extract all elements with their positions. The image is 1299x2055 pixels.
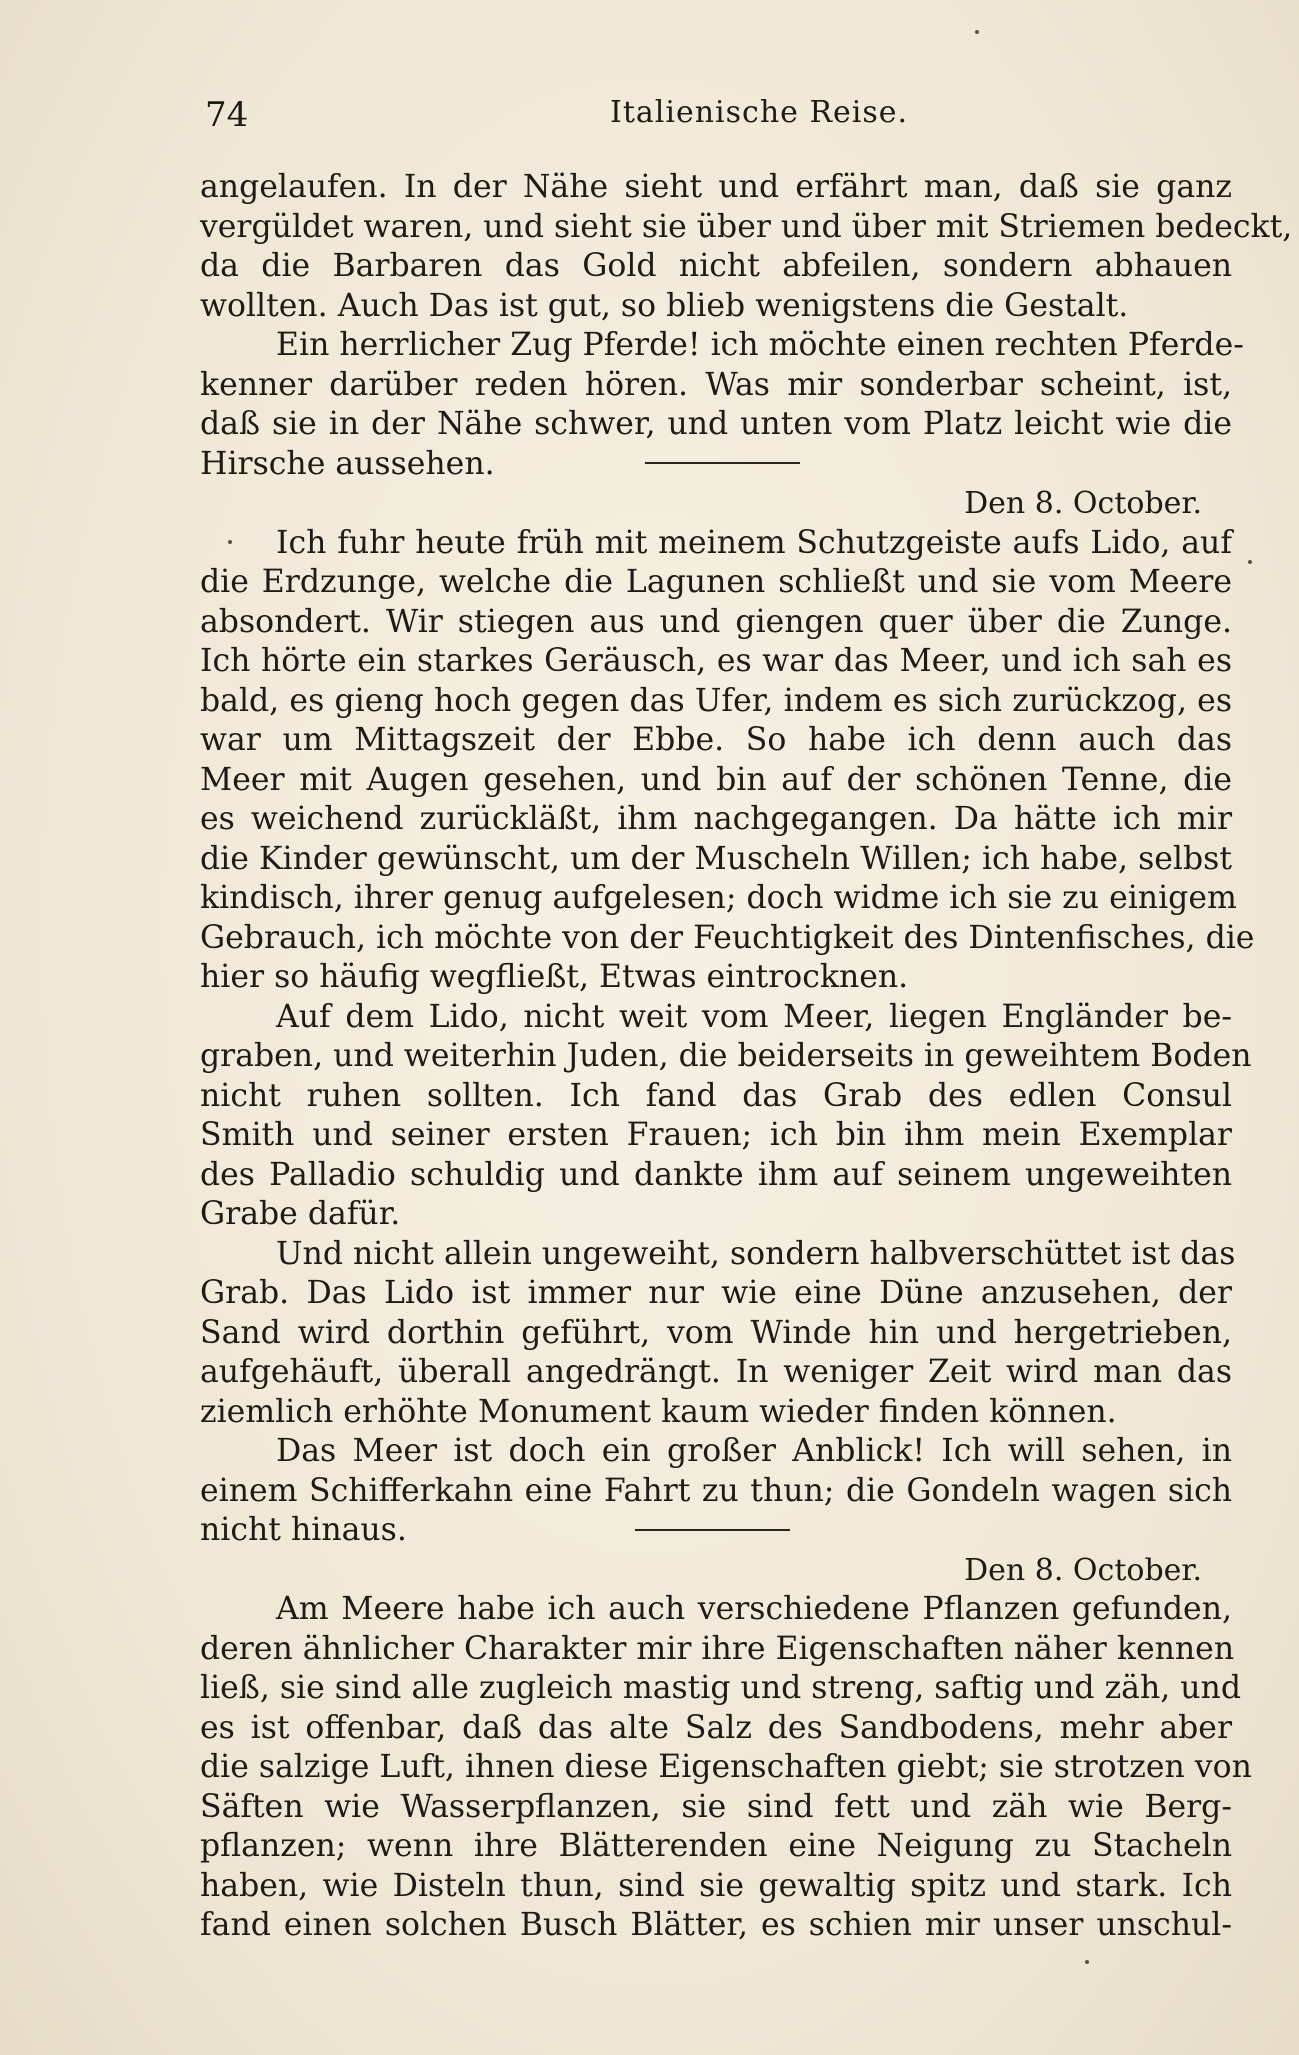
text-line: hier so häufig wegfließt, Etwas eintrocknen. xyxy=(200,959,909,995)
text-line: absondert. Wir stiegen aus und giengen quer über die Zunge. xyxy=(200,603,1232,640)
text-line: Grabe dafür. xyxy=(200,1196,401,1232)
text-line: die Kinder gewünscht, um der Muscheln Willen; ich habe, selbst xyxy=(200,840,1232,877)
text-line: Gebrauch, ich möchte von der Feuchtigkeit des Dintenfisches, die xyxy=(200,919,1255,956)
text-line: des Palladio schuldig und dankte ihm auf seinem ungeweihten xyxy=(200,1156,1232,1193)
text-line: ziemlich erhöhte Monument kaum wieder finden können. xyxy=(200,1393,1117,1430)
text-line: Säften wie Wasserpflanzen, sie sind fett und zäh wie Berg- xyxy=(200,1788,1232,1825)
text-line: war um Mittagszeit der Ebbe. So habe ich denn auch das xyxy=(200,722,1232,758)
text-line: pflanzen; wenn ihre Blätterenden eine Neigung zu Stacheln xyxy=(200,1828,1232,1864)
text-line: nicht hinaus. xyxy=(200,1512,407,1548)
body-text xyxy=(200,168,1293,1946)
text-line: deren ähnlicher Charakter mir ihre Eigenschaften näher kennen xyxy=(200,1630,1235,1667)
section-rule xyxy=(635,1529,790,1531)
text-line: angelaufen. In der Nähe sieht und erfährt man, daß sie ganz xyxy=(200,169,1232,205)
text-line: Sand wird dorthin geführt, vom Winde hin und hergetrieben, xyxy=(200,1314,1232,1351)
text-line: Smith und seiner ersten Frauen; ich bin ihm mein Exemplar xyxy=(200,1117,1232,1153)
text-line: Grab. Das Lido ist immer nur wie eine Düne anzusehen, der xyxy=(200,1275,1232,1311)
dateline: Den 8. October. xyxy=(964,1552,1202,1588)
text-line: daß sie in der Nähe schwer, und unten vom Platz leicht wie die xyxy=(200,406,1232,442)
text-line: einem Schifferkahn eine Fahrt zu thun; die Gondeln wagen sich xyxy=(200,1472,1232,1509)
text-line: bald, es gieng hoch gegen das Ufer, indem es sich zurückzog, es xyxy=(200,682,1232,719)
text-line: graben, und weiterhin Juden, die beiderseits in geweihtem Boden xyxy=(200,1038,1252,1074)
text-line: Hirsche aussehen. xyxy=(200,445,495,482)
text-line: es weichend zurückläßt, ihm nachgegangen. Da hätte ich mir xyxy=(200,801,1232,837)
text-line: fand einen solchen Busch Blätter, es schien mir unser unschul- xyxy=(200,1907,1232,1943)
text-line: haben, wie Disteln thun, sind sie gewaltig spitz und stark. Ich xyxy=(200,1867,1232,1904)
text-line: Ein herrlicher Zug Pferde! ich möchte einen rechten Pferde- xyxy=(276,327,1244,363)
text-line: Ich hörte ein starkes Geräusch, es war das Meer, und ich sah es xyxy=(200,643,1232,679)
text-line: es ist offenbar, daß das alte Salz des Sandbodens, mehr aber xyxy=(200,1709,1232,1746)
text-line: vergüldet waren, und sieht sie über und über mit Striemen bedeckt, xyxy=(200,208,1293,245)
section-rule xyxy=(645,462,800,464)
paper-speck xyxy=(1248,560,1252,564)
text-line: Meer mit Augen gesehen, und bin auf der schönen Tenne, die xyxy=(200,761,1232,798)
text-line: ließ, sie sind alle zugleich mastig und streng, saftig und zäh, und xyxy=(200,1670,1241,1706)
text-line: wollten. Auch Das ist gut, so blieb wenigstens die Gestalt. xyxy=(200,287,1129,324)
paper-speck xyxy=(975,30,979,34)
page-header xyxy=(205,95,1235,145)
running-head: Italienische Reise. xyxy=(610,95,909,130)
text-line: die Erdzunge, welche die Lagunen schließt und sie vom Meere xyxy=(200,564,1232,600)
text-line: nicht ruhen sollten. Ich fand das Grab des edlen Consul xyxy=(200,1077,1232,1114)
text-line: aufgehäuft, überall angedrängt. In weniger Zeit wird man das xyxy=(200,1354,1232,1390)
text-line: kenner darüber reden hören. Was mir sonderbar scheint, ist, xyxy=(200,366,1232,403)
text-line: Am Meere habe ich auch verschiedene Pflanzen gefunden, xyxy=(276,1591,1232,1627)
text-line: kindisch, ihrer genug aufgelesen; doch widme ich sie zu einigem xyxy=(200,880,1237,916)
page-number: 74 xyxy=(205,95,249,135)
paper-speck xyxy=(228,540,232,544)
text-line: Ich fuhr heute früh mit meinem Schutzgeiste aufs Lido, auf xyxy=(276,524,1232,561)
text-line: die salzige Luft, ihnen diese Eigenschaften giebt; sie strotzen von xyxy=(200,1749,1252,1785)
text-line: Das Meer ist doch ein großer Anblick! Ich will sehen, in xyxy=(276,1433,1232,1469)
text-line: Und nicht allein ungeweiht, sondern halbverschüttet ist das xyxy=(276,1235,1236,1272)
paper-speck xyxy=(1085,1960,1089,1964)
dateline: Den 8. October. xyxy=(964,486,1202,521)
text-line: Auf dem Lido, nicht weit vom Meer, liegen Engländer be- xyxy=(276,998,1232,1035)
text-line: da die Barbaren das Gold nicht abfeilen, sondern abhauen xyxy=(200,248,1232,284)
